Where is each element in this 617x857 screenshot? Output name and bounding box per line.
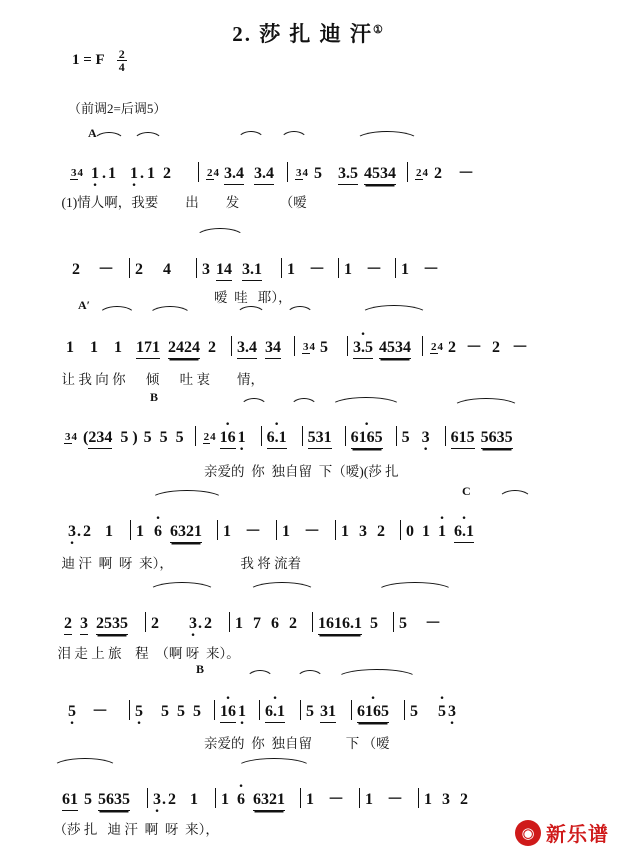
mode-note: （前调2=后调5） [68,101,167,116]
system-1-notes: 34 1 · . 1 1 · . 1 2 24 3.4 3.4 34 5 3.5 4534 24 2 － [0,142,617,203]
system-6-notes: 2 3 2535 2 3 ·. 2 1 7 6 2 1616.1 5 5 － [0,592,617,653]
system-8-notes: 61 5 5635 3 ·. 2 1 1 · 6 6321 1 － 1 － 1 3 2 [0,768,617,829]
system-6-lyrics: 泪 走 上 旅 程 （啊 呀 来）。 [57,646,240,661]
system-7-notes: 5 · － 5 · 5 5 5 · 16 1 · · 6.1 5 31 · 6165 5 · 5 3 · [0,680,617,741]
section-letter-c: C [462,484,471,498]
system-5-notes: 3 ·. 2 1 1 · 6 6321 1 － 1 － 1 3 2 0 1 · 1 · 6.1 [0,500,617,561]
slur [355,131,419,141]
slur [93,132,125,142]
system-8-lyrics: （莎 扎 迪 汗 啊 呀 来）， [53,822,219,837]
section-letter-a-prime: A′ [78,298,91,312]
logo-mark-icon: ◉ [515,820,541,846]
meter-numerator: 2 [118,47,125,61]
system-1-lyrics: (1)情人啊，我要 出 发 （嗳 [61,195,307,210]
logo-text: 新乐谱 [546,824,609,846]
system-3-notes: 1 1 1 171 2424 2 3.4 34 34 5 · 3.5 4534 24 2 － 2 － [0,316,617,377]
slur [195,228,245,238]
slur [280,131,308,141]
meter-signature [117,48,127,73]
slur [237,131,265,141]
meter-denominator: 4 [118,60,125,74]
system-2-notes: 2 － 2 4 3 14 3.1 1 － 1 － 1 － [0,238,617,299]
system-4-notes: 34 (234 5 ) 5 5 5 24 · 16 1 · · 6.1 531 · 6165 5 3 · 615 5635 [0,408,617,467]
section-letter-b: B [150,390,159,404]
section-letter-a: A [88,126,97,140]
system-4-lyrics: 亲爱的 你 独自留 下（嗳)(莎 扎 [163,464,399,479]
system-2-lyrics: 嗳 哇 耶）， [173,290,292,305]
key-label: 1 = F [72,52,105,68]
section-letter-b-2: B [196,662,205,676]
page-title [0,18,617,48]
system-3-lyrics: 让 我 向 你 倾 吐 衷 情， [61,372,264,387]
key-signature [72,48,127,73]
slur [133,132,163,142]
system-5-lyrics: 迪 汗 啊 呀 来）， 我 将 流着 [61,556,302,571]
system-7-lyrics: 亲爱的 你 独自留 下 （嗳 [163,736,390,751]
watermark-logo [515,818,609,847]
title-text: 2. 莎 扎 迪 汗 [232,22,373,46]
footnote-marker: ① [372,24,385,36]
